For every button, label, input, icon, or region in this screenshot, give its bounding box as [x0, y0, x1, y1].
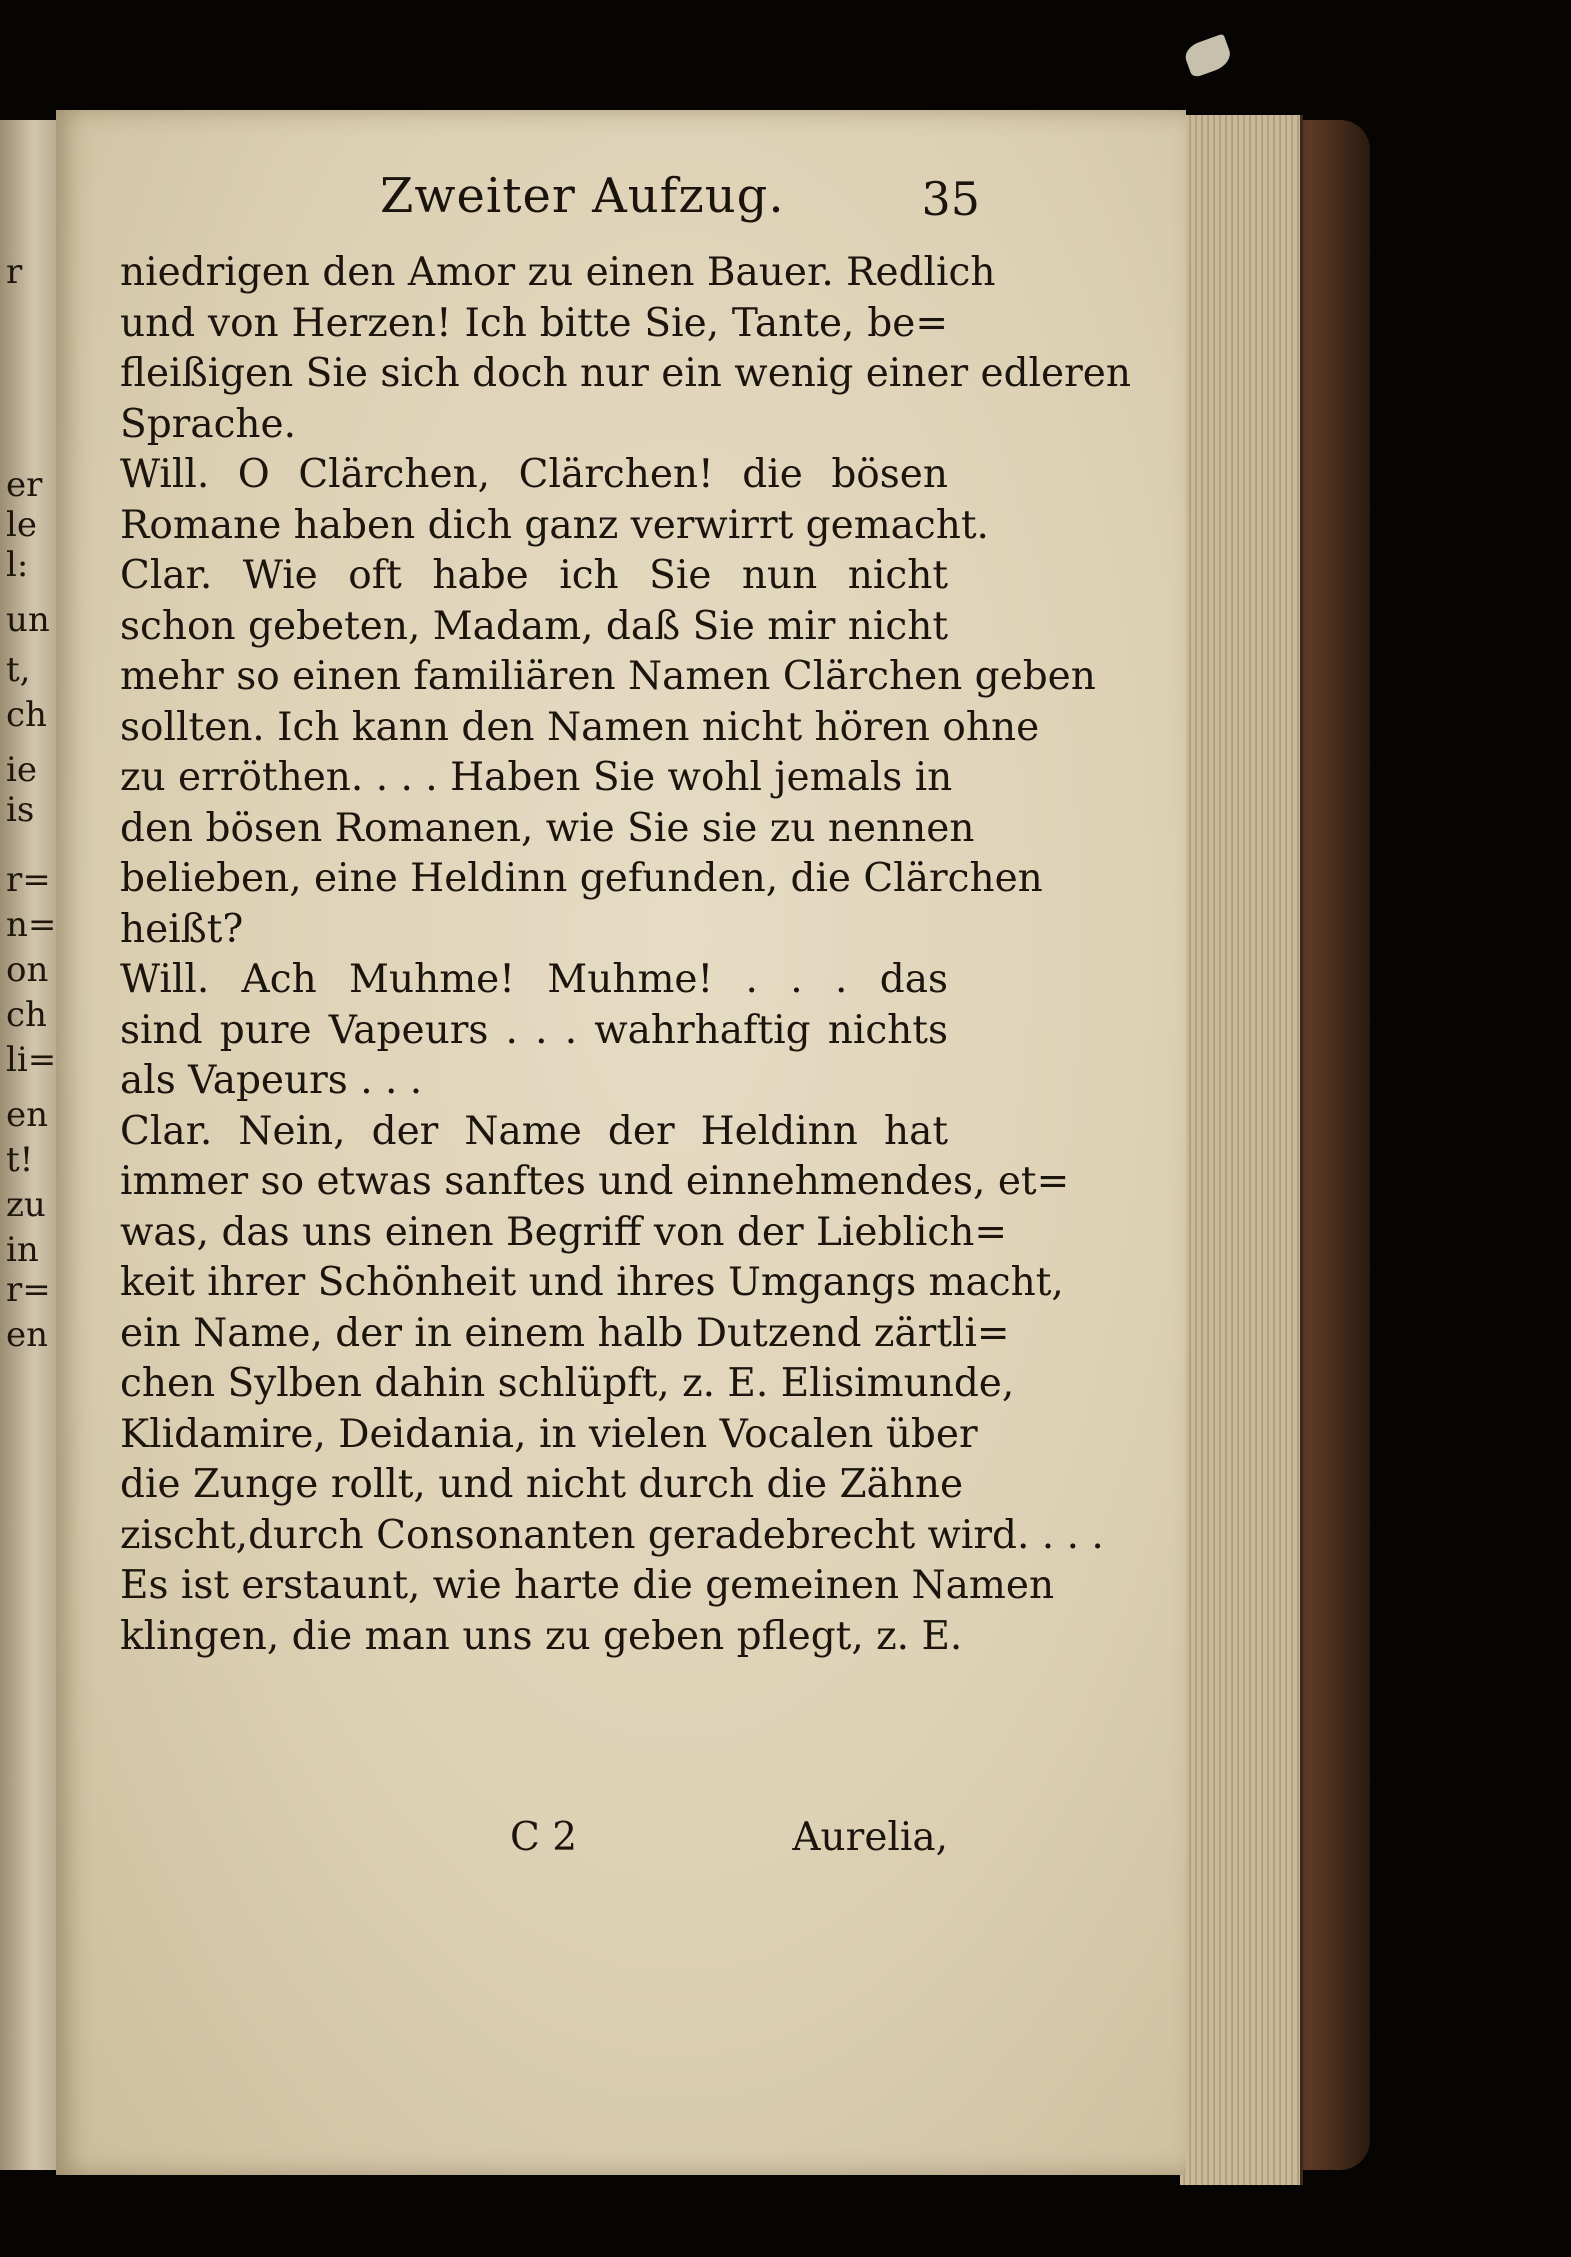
text-line: schon gebeten, Madam, daß Sie mir nicht [120, 603, 948, 649]
fragment: er [6, 465, 43, 505]
fragment: le [6, 505, 37, 545]
text-line: die Zunge rollt, und nicht durch die Zähne [120, 1462, 964, 1507]
fragment: ie [6, 750, 37, 790]
fragment: un [6, 600, 50, 640]
text-line: sollten. Ich kann den Namen nicht hören ohne [120, 704, 1040, 750]
text-line: Clar. Wie oft habe ich Sie nun nicht [120, 553, 948, 598]
text-line: was, das uns einen Begriff von der Lieblich= [120, 1209, 1008, 1255]
text-line: ein Name, der in einem halb Dutzend zärtli= [120, 1310, 1010, 1356]
text-line: heißt? [120, 906, 244, 952]
text-line: und von Herzen! Ich bitte Sie, Tante, be= [120, 300, 948, 346]
fragment: ch [6, 695, 47, 735]
page-block-edge [1180, 115, 1303, 2185]
text-line: mehr so einen familiären Namen Clärchen geben [120, 654, 1096, 699]
fragment: en [6, 1315, 49, 1355]
facing-page-text-fragments [0, 120, 57, 2170]
text-line: zu erröthen. . . . Haben Sie wohl jemals in [120, 755, 953, 800]
text-line: Klidamire, Deidania, in vielen Vocalen über [120, 1411, 978, 1457]
text-line: chen Sylben dahin schlüpft, z. E. Elisimunde, [120, 1361, 1015, 1406]
text-line: Sprache. [120, 401, 297, 447]
text-line: belieben, eine Heldinn gefunden, die Clärchen [120, 856, 1043, 901]
text-line: niedrigen den Amor zu einen Bauer. Redlich [120, 250, 996, 295]
fragment: r= [6, 860, 51, 900]
text-line: als Vapeurs . . . [120, 1058, 423, 1103]
body-text [120, 248, 1131, 1662]
fragment: r= [6, 1270, 51, 1310]
text-line: Will. O Clärchen, Clärchen! die bösen [120, 452, 948, 497]
text-line: zischt,durch Consonanten geradebrecht wird. . . . [120, 1512, 1104, 1558]
catchword: Aurelia, [792, 1815, 948, 1860]
text-line: Romane haben dich ganz verwirrt gemacht. [120, 502, 989, 548]
page-number: 35 [921, 172, 980, 226]
text-line: Es ist erstaunt, wie harte die gemeinen Namen [120, 1563, 1055, 1608]
fragment: l: [6, 545, 29, 585]
fragment: n= [6, 905, 57, 945]
fragment: on [6, 950, 49, 990]
fragment: t, [6, 650, 31, 690]
signature-mark: C 2 [510, 1815, 578, 1860]
fragment: li= [6, 1040, 57, 1080]
fragment: t! [6, 1140, 34, 1180]
facing-page-edge [0, 120, 62, 2170]
text-line: klingen, die man uns zu geben pflegt, z. E. [120, 1613, 963, 1659]
text-line: immer so etwas sanftes und einnehmendes, et= [120, 1159, 1070, 1204]
fragment: en [6, 1095, 49, 1135]
text-line: sind pure Vapeurs . . . wahrhaftig nichts [120, 1007, 948, 1053]
text-line: keit ihrer Schönheit und ihres Umgangs macht, [120, 1260, 1064, 1305]
fragment: zu [6, 1185, 46, 1225]
text-line: Will. Ach Muhme! Muhme! . . . das [120, 957, 948, 1002]
fragment: in [6, 1230, 39, 1270]
fragment: r [6, 252, 23, 292]
fragment: is [6, 790, 35, 830]
text-line: den bösen Romanen, wie Sie sie zu nennen [120, 805, 975, 851]
text-line: Clar. Nein, der Name der Heldinn hat [120, 1108, 948, 1154]
fragment: ch [6, 995, 47, 1035]
running-title: Zweiter Aufzug. [380, 168, 785, 224]
page-tear [1182, 33, 1234, 78]
running-head [320, 168, 980, 238]
page-footer [120, 1815, 948, 1871]
text-line: fleißigen Sie sich doch nur ein wenig einer edleren [120, 351, 1131, 396]
